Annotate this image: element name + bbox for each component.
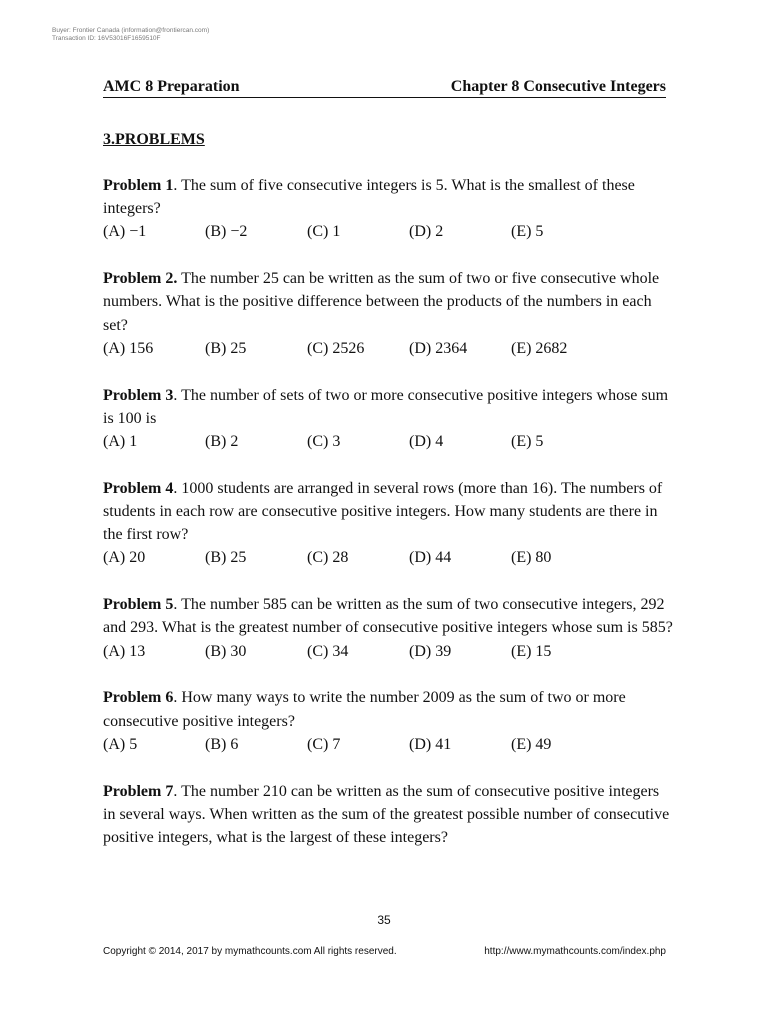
footer-url: http://www.mymathcounts.com/index.php <box>484 946 666 957</box>
problem-text: . 1000 students are arranged in several rows (more than 16). The numbers of students in each row are consecutive positive integers. How many students are there in the first row? <box>103 479 663 544</box>
page-header <box>103 77 666 98</box>
choice-c: (C) 7 <box>307 735 341 753</box>
problem-2 <box>103 267 673 360</box>
choice-b: (B) 25 <box>205 549 247 567</box>
problem-list <box>103 174 673 873</box>
problem-stem <box>103 780 673 850</box>
problem-1 <box>103 174 673 244</box>
choice-a: (A) −1 <box>103 223 147 241</box>
choice-e: (E) 15 <box>511 642 552 660</box>
choice-e: (E) 5 <box>511 433 544 451</box>
answer-choices <box>103 220 673 243</box>
problem-text: . The number 210 can be written as the sum of consecutive positive integers in several ways. When written as the sum of the greatest possible number of consecutive positive integers, what is the largest of these integers? <box>103 782 670 847</box>
problem-4 <box>103 477 673 570</box>
answer-choices <box>103 546 673 569</box>
purchase-watermark <box>52 27 209 43</box>
choice-b: (B) 25 <box>205 339 247 357</box>
problem-5 <box>103 593 673 663</box>
problem-stem <box>103 686 673 732</box>
answer-choices <box>103 640 673 663</box>
problem-6 <box>103 686 673 756</box>
problem-stem <box>103 477 673 547</box>
choice-e: (E) 2682 <box>511 339 568 357</box>
footer-copyright: Copyright © 2014, 2017 by mymathcounts.com All rights reserved. <box>103 946 397 957</box>
problem-text: . How many ways to write the number 2009 as the sum of two or more consecutive positive integers? <box>103 689 626 730</box>
section-title: 3.PROBLEMS <box>103 131 205 148</box>
choice-d: (D) 39 <box>409 642 452 660</box>
problem-label: Problem 2. <box>103 270 178 288</box>
choice-d: (D) 4 <box>409 433 444 451</box>
problem-label: Problem 4 <box>103 479 174 497</box>
problem-label: Problem 3 <box>103 386 174 404</box>
problem-label: Problem 5 <box>103 596 174 614</box>
answer-choices <box>103 430 673 453</box>
watermark-transaction: Transaction ID: 16V53016F1659510F <box>52 35 161 42</box>
choice-d: (D) 44 <box>409 549 452 567</box>
choice-e: (E) 49 <box>511 735 552 753</box>
problem-label: Problem 7 <box>103 782 174 800</box>
choice-a: (A) 13 <box>103 642 146 660</box>
choice-b: (B) 2 <box>205 433 239 451</box>
choice-c: (C) 1 <box>307 223 341 241</box>
choice-d: (D) 2 <box>409 223 444 241</box>
choice-a: (A) 20 <box>103 549 146 567</box>
choice-e: (E) 5 <box>511 223 544 241</box>
header-course-title: AMC 8 Preparation <box>103 78 240 95</box>
problem-3 <box>103 384 673 454</box>
choice-d: (D) 2364 <box>409 339 468 357</box>
problem-stem <box>103 593 673 639</box>
header-chapter-title: Chapter 8 Consecutive Integers <box>450 78 666 95</box>
problem-text: . The sum of five consecutive integers is 5. What is the smallest of these integers? <box>103 177 635 218</box>
problem-text: The number 25 can be written as the sum of two or five consecutive whole numbers. What is the positive difference between the products of the numbers in each set? <box>103 270 660 334</box>
problem-7 <box>103 780 673 850</box>
choice-b: (B) −2 <box>205 223 248 241</box>
choice-c: (C) 34 <box>307 642 349 660</box>
problem-stem <box>103 384 673 430</box>
choice-a: (A) 5 <box>103 735 138 753</box>
choice-e: (E) 80 <box>511 549 552 567</box>
problem-label: Problem 6 <box>103 689 174 707</box>
answer-choices <box>103 337 673 360</box>
problem-text: . The number 585 can be written as the sum of two consecutive integers, 292 and 293. What is the greatest number of consecutive positive integers whose sum is 585? <box>103 596 673 637</box>
problem-stem <box>103 267 673 337</box>
choice-a: (A) 1 <box>103 433 138 451</box>
page-number: 35 <box>377 913 391 927</box>
problem-text: . The number of sets of two or more consecutive positive integers whose sum is 100 is <box>103 386 669 427</box>
answer-choices <box>103 733 673 756</box>
problem-label: Problem 1 <box>103 177 174 194</box>
choice-d: (D) 41 <box>409 735 452 753</box>
choice-c: (C) 28 <box>307 549 349 567</box>
choice-b: (B) 6 <box>205 735 239 753</box>
choice-a: (A) 156 <box>103 339 154 357</box>
page-footer <box>103 946 666 957</box>
problem-stem <box>103 174 673 220</box>
choice-c: (C) 3 <box>307 433 341 451</box>
choice-b: (B) 30 <box>205 642 247 660</box>
watermark-buyer: Buyer: Frontier Canada (information@frontiercan.com) <box>52 27 210 34</box>
choice-c: (C) 2526 <box>307 339 365 357</box>
